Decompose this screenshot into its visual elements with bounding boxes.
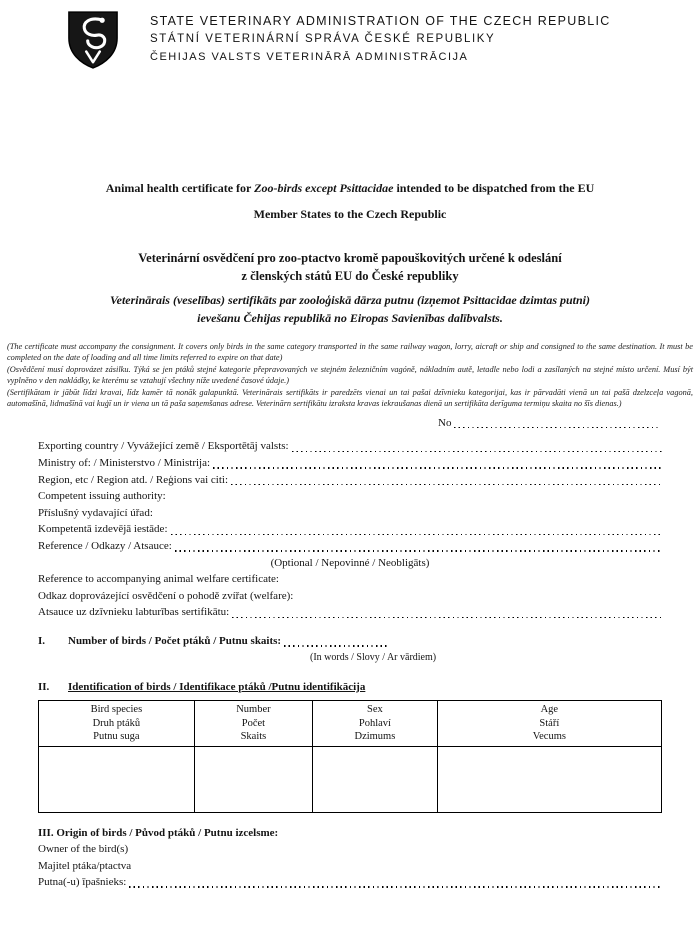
field-authority-en xyxy=(38,488,662,505)
number-of-birds-fill-line xyxy=(284,645,389,646)
field-ministry-label: Ministry of: / Ministerstvo / Ministrija: xyxy=(38,457,211,470)
field-welfare-en xyxy=(38,571,662,588)
empty-cell xyxy=(39,746,195,812)
title-en-species: Zoo-birds except Psittacidae xyxy=(254,181,394,195)
birds-table xyxy=(38,700,662,813)
fill-line xyxy=(175,550,662,551)
column-header-age: Age Stáří Vecums xyxy=(437,701,661,747)
field-region-label: Region, etc / Region atd. / Reģions vai citi: xyxy=(38,473,229,486)
title-cz-line2: z členských států EU do České republiky xyxy=(241,269,459,283)
optional-note: (Optional / Nepovinné / Neobligāts) xyxy=(270,556,430,569)
column-header-sex: Sex Pohlaví Dzimums xyxy=(313,701,438,747)
section1-heading-line xyxy=(38,633,662,650)
empty-cell xyxy=(194,746,312,812)
certificate-title-block xyxy=(0,181,700,326)
field-reference-label: Reference / Odkazy / Atsauce: xyxy=(38,540,172,552)
empty-cell xyxy=(437,746,661,812)
section3-heading: III. Origin of birds / Původ ptáků / Putnu izcelsme: xyxy=(38,826,279,839)
section2-numeral: II. xyxy=(38,680,50,693)
field-reference xyxy=(38,538,662,555)
letterhead xyxy=(0,0,700,71)
birds-table-header-row xyxy=(39,701,662,747)
consignment-notice xyxy=(7,341,693,409)
notice-lv: (Sertifikātam ir jābūt līdzi kravai, līdz kamēr tā nonāk galapunktā. Veterinārais sertifikāts ir paredzēts vienai un tai pašai dzīvnieku kategorijai, kas ir pārvadāti vienā un tai pašā dzelzceļa vagonā, automašīnā, lidmašīnā vai kuģī un ir viena un tā paša saņemšanas adrese. Veterinārn sertifikātu izraksta kravas iekraušanas dienā un sertifikāta derīguma termiņu skaita no šīs dienas.) xyxy=(7,387,693,409)
title-en-prefix: Animal health certificate for xyxy=(105,181,255,195)
empty-cell xyxy=(313,746,438,812)
section-origin-of-birds xyxy=(38,825,662,891)
notice-en: (The certificate must accompany the consignment. It covers only birds in the same category transported in the same railway wagon, lorry, aicraft or ship and consigned to the same destination. It must be completed on the date of loading and all time limits referred to expire on that date) xyxy=(7,342,693,363)
section1-label: Number of birds / Počet ptáků / Putnu skaits: xyxy=(68,634,282,647)
section1-numeral: I. xyxy=(38,634,46,647)
title-cz-line1: Veterinární osvědčení pro zoo-ptactvo kromě papouškovitých určené k odeslání xyxy=(138,251,562,265)
field-welfare-cz xyxy=(38,588,662,605)
title-en-suffix: intended to be dispatched from the EU xyxy=(393,181,595,195)
owner-line-lv xyxy=(38,874,662,891)
org-name-lv: ČEHIJAS VALSTS VETERINĀRĀ ADMINISTRĀCIJA xyxy=(150,51,469,63)
field-welfare-cz-label: Odkaz doprovázející osvědčení o pohodě zvířat (welfare): xyxy=(38,589,294,602)
title-lv-line2: ievešanu Čehijas republikā no Eiropas Savienības dalībvalsts. xyxy=(197,311,503,325)
field-welfare-lv-label: Atsauce uz dzīvnieku labturības sertifikātu: xyxy=(38,606,230,619)
section-number-of-birds xyxy=(38,633,662,665)
fill-line xyxy=(232,617,662,618)
title-en-line1 xyxy=(0,181,700,196)
veterinary-shield-logo xyxy=(66,9,120,71)
org-name-en: STATE VETERINARY ADMINISTRATION OF THE CZECH REPUBLIC xyxy=(150,14,611,28)
field-authority-lv xyxy=(38,521,662,538)
field-authority-en-label: Competent issuing authority: xyxy=(38,490,166,503)
notice-cz: (Osvědčení musí doprovázet zásilku. Týká se jen ptáků stejné kategorie přepravovaných ve stejném železničním vagóně, nákladním autě, letadle nebo lodi a zasílaných na stejné místo určení. Musí být vyplněno v den nakládky, ke kterému se vztahují všechny níže uvedené časové údaje.) xyxy=(7,364,693,386)
field-authority-lv-label: Kompetentā izdevējā iestāde: xyxy=(38,523,168,536)
title-en-line2: Member States to the Czech Republic xyxy=(253,207,447,221)
in-words-note: (In words / Slovy / Ar vārdiem) xyxy=(310,651,437,663)
title-lv-line1: Veterinārais (veselības) sertifikāts par zooloģiskā dārza putnu (izņemot Psittacidae dzimtas putni) xyxy=(109,293,591,307)
owner-line-en: Owner of the bird(s) xyxy=(38,843,129,856)
org-name-cz: STÁTNÍ VETERINÁRNÍ SPRÁVA ČESKÉ REPUBLIKY xyxy=(150,33,496,45)
column-header-bird-species: Bird species Druh ptáků Putnu suga xyxy=(39,701,195,747)
certificate-number-fill-line xyxy=(454,427,660,428)
field-ministry xyxy=(38,455,662,472)
birds-table-empty-row xyxy=(39,746,662,812)
form-fields xyxy=(38,438,662,621)
field-welfare-en-label: Reference to accompanying animal welfare certificate: xyxy=(38,573,279,586)
fill-line xyxy=(171,534,663,535)
no-label: No xyxy=(438,417,452,430)
section2-heading-line xyxy=(38,679,662,696)
fill-line xyxy=(292,451,662,452)
section2-label: Identification of birds / Identifikace ptáků /Putnu identifikācija xyxy=(68,680,366,693)
certificate-number-line xyxy=(438,416,660,431)
shield-snake-icon xyxy=(66,9,120,71)
fill-line xyxy=(129,886,662,887)
owner-line-lv-label: Putna(-u) īpašnieks: xyxy=(38,876,127,889)
field-welfare-lv xyxy=(38,604,662,621)
fill-line xyxy=(231,484,662,485)
field-exporting-country xyxy=(38,438,662,455)
fill-line xyxy=(213,467,662,468)
owner-line-cz: Majitel ptáka/ptactva xyxy=(38,859,132,872)
field-authority-cz xyxy=(38,505,662,522)
section-identification-of-birds xyxy=(38,679,662,813)
column-header-number: Number Počet Skaits xyxy=(194,701,312,747)
field-authority-cz-label: Příslušný vydavající úřad: xyxy=(38,506,153,519)
organization-names xyxy=(150,9,611,63)
field-exporting-country-label: Exporting country / Vyvážející země / Eksportētāj valsts: xyxy=(38,440,289,453)
field-region xyxy=(38,472,662,489)
